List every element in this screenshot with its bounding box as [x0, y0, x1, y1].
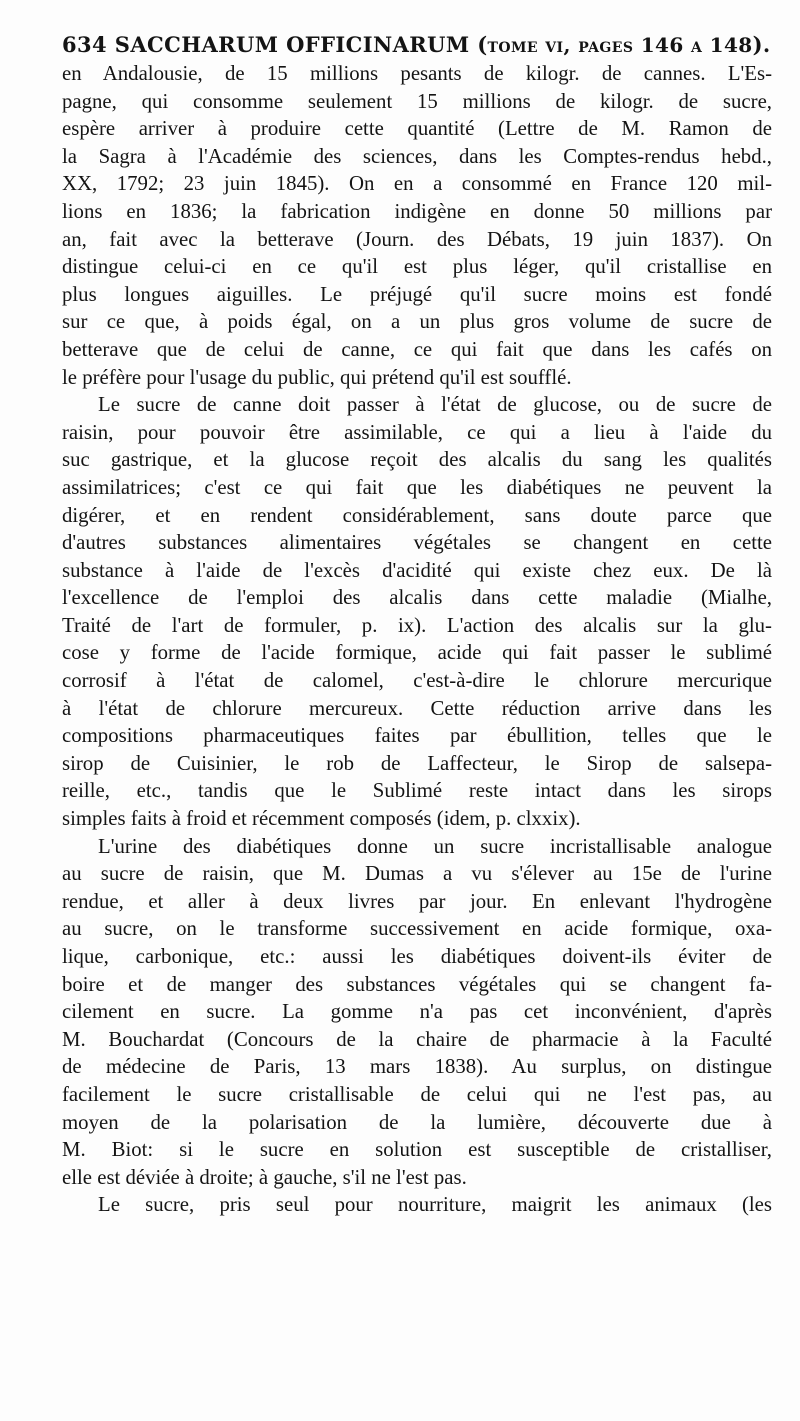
text-line: assimilatrices; c'est ce qui fait que les diabétiques ne peuvent la	[62, 475, 772, 499]
text-line: la Sagra à l'Académie des sciences, dans les Comptes-rendus hebd.,	[62, 144, 772, 168]
text-line: an, fait avec la betterave (Journ. des Débats, 19 juin 1837). On	[62, 227, 772, 251]
text-line: cose y forme de l'acide formique, acide qui fait passer le sublimé	[62, 641, 772, 665]
text-line: lions en 1836; la fabrication indigène en donne 50 millions par	[62, 199, 772, 223]
text-line: d'autres substances alimentaires végétales se changent en cette	[62, 531, 772, 555]
text-line: Traité de l'art de formuler, p. ix). L'action des alcalis sur la glu-	[62, 613, 772, 637]
text-line: au sucre, on le transforme successivement en acide formique, oxa-	[62, 917, 772, 941]
text-line: reille, etc., tandis que le Sublimé reste intact dans les sirops	[62, 779, 772, 803]
header-title: SACCHARUM OFFICINARUM	[114, 32, 470, 57]
text-line: XX, 1792; 23 juin 1845). On en a consommé en France 120 mil-	[62, 172, 772, 196]
text-line: distingue celui-ci en ce qu'il est plus léger, qu'il cristallise en	[62, 255, 772, 279]
page-number: 634	[62, 32, 108, 57]
text-line: le préfère pour l'usage du public, qui prétend qu'il est soufflé.	[62, 365, 572, 389]
text-line: à l'état de chlorure mercureux. Cette réduction arrive dans les	[62, 696, 772, 720]
header-ref-close: ).	[752, 32, 771, 57]
text-line: elle est déviée à droite; à gauche, s'il ne l'est pas.	[62, 1165, 467, 1189]
text-line: digérer, et en rendent considérablement, sans doute parce que	[62, 503, 772, 527]
text-line: L'urine des diabétiques donne un sucre incristallisable analogue	[98, 834, 772, 858]
text-line: moyen de la polarisation de la lumière, découverte due à	[62, 1110, 772, 1134]
text-line: cilement en sucre. La gomme n'a pas cet inconvénient, d'après	[62, 1000, 772, 1024]
text-line: M. Bouchardat (Concours de la chaire de pharmacie à la Faculté	[62, 1027, 772, 1051]
text-line: pagne, qui consomme seulement 15 millions de kilogr. de sucre,	[62, 89, 772, 113]
text-line: en Andalousie, de 15 millions pesants de kilogr. de cannes. L'Es-	[62, 62, 772, 85]
text-line: lique, carbonique, etc.: aussi les diabétiques doivent-ils éviter de	[62, 945, 772, 968]
text-line: suc gastrique, et la glucose reçoit des alcalis du sang les qualités	[62, 448, 772, 472]
text-line: espère arriver à produire cette quantité (Lettre de M. Ramon de	[62, 117, 772, 141]
text-line: sur ce que, à poids égal, on a un plus gros volume de sucre de	[62, 310, 772, 334]
text-line: de médecine de Paris, 13 mars 1838). Au surplus, on distingue	[62, 1055, 772, 1079]
text-line: boire et de manger des substances végétales qui se changent fa-	[62, 972, 772, 996]
text-line: plus longues aiguilles. Le préjugé qu'il sucre moins est fondé	[62, 282, 772, 306]
text-line: facilement le sucre cristallisable de celui qui ne l'est pas, au	[62, 1082, 772, 1106]
text-line: Le sucre de canne doit passer à l'état de glucose, ou de sucre de	[98, 393, 772, 417]
text-line: Le sucre, pris seul pour nourriture, maigrit les animaux (les	[98, 1193, 772, 1217]
header-ref-text: tome vi, pages 146 a 148	[487, 33, 753, 57]
text-line: l'excellence de l'emploi des alcalis dans cette maladie (Mialhe,	[62, 586, 772, 610]
text-line: rendue, et aller à deux livres par jour. En enlevant l'hydrogène	[62, 889, 772, 913]
text-line: sirop de Cuisinier, le rob de Laffecteur, le Sirop de salsepa-	[62, 751, 772, 775]
text-line: substance à l'aide de l'excès d'acidité qui existe chez eux. De là	[62, 558, 772, 582]
text-line: M. Biot: si le sucre en solution est susceptible de cristalliser,	[62, 1138, 772, 1162]
text-line: corrosif à l'état de calomel, c'est-à-dire le chlorure mercurique	[62, 669, 772, 693]
text-line: compositions pharmaceutiques faites par ébullition, telles que le	[62, 724, 772, 748]
text-line: simples faits à froid et récemment composés (idem, p. clxxix).	[62, 807, 581, 831]
body-text	[62, 60, 772, 1219]
text-line: au sucre de raisin, que M. Dumas a vu s'élever au 15e de l'urine	[62, 862, 772, 886]
header-ref-open: (	[477, 32, 488, 57]
text-line: betterave que de celui de canne, ce qui fait que dans les cafés on	[62, 337, 772, 361]
text-line: raisin, pour pouvoir être assimilable, ce qui a lieu à l'aide du	[62, 420, 772, 444]
running-header	[62, 30, 782, 60]
